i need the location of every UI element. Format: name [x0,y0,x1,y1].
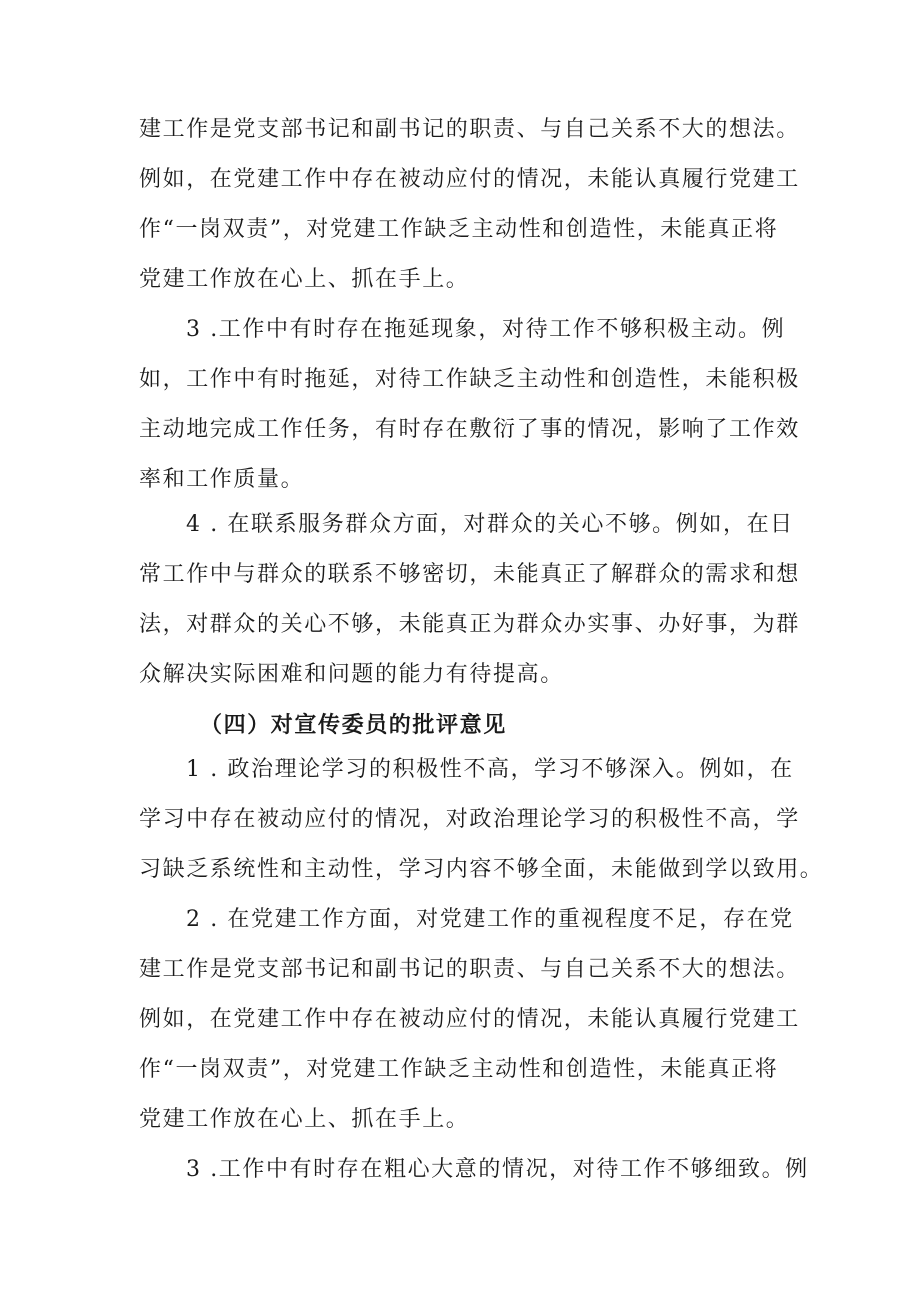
paragraph-line: 习缺乏系统性和主动性，学习内容不够全面，未能做到学以致用。 [139,857,824,882]
paragraph-line: 例如，在党建工作中存在被动应付的情况，未能认真履行党建工 [139,167,800,192]
paragraph-line: 4 . 在联系服务群众方面，对群众的关心不够。例如，在日 [186,512,794,537]
paragraph-line: 建工作是党支部书记和副书记的职责、与自己关系不大的想法。 [139,957,800,982]
paragraph-line: 作“一岗双责”，对党建工作缺乏主动性和创造性，未能真正将 [139,217,779,242]
paragraph-line: 3 .工作中有时存在粗心大意的情况，对待工作不够细致。例 [186,1157,809,1182]
paragraph-line: 例如，在党建工作中存在被动应付的情况，未能认真履行党建工 [139,1007,800,1032]
paragraph-line: 主动地完成工作任务，有时存在敷衍了事的情况，影响了工作效 [139,417,800,442]
paragraph-line: 建工作是党支部书记和副书记的职责、与自己关系不大的想法。 [139,117,800,142]
paragraph-line: 2 . 在党建工作方面，对党建工作的重视程度不足，存在党 [186,907,794,932]
paragraph-line: 学习中存在被动应付的情况，对政治理论学习的积极性不高，学 [139,807,800,832]
paragraph-line: 率和工作质量。 [139,467,305,492]
paragraph-line: 如，工作中有时拖延，对待工作缺乏主动性和创造性，未能积极 [139,367,800,392]
paragraph-line: 作“一岗双责”，对党建工作缺乏主动性和创造性，未能真正将 [139,1057,779,1082]
paragraph-line: 1 . 政治理论学习的积极性不高，学习不够深入。例如，在 [186,757,794,782]
paragraph-line: 法，对群众的关心不够，未能真正为群众办实事、办好事，为群 [139,612,800,637]
paragraph-line: 3 .工作中有时存在拖延现象，对待工作不够积极主动。例 [186,317,786,342]
paragraph-line: 党建工作放在心上、抓在手上。 [139,267,470,292]
section-heading: （四）对宣传委员的批评意见 [200,712,507,738]
paragraph-line: 众解决实际困难和问题的能力有待提高。 [139,662,564,687]
paragraph-line: 党建工作放在心上、抓在手上。 [139,1107,470,1132]
paragraph-line: 常工作中与群众的联系不够密切，未能真正了解群众的需求和想 [139,562,800,587]
